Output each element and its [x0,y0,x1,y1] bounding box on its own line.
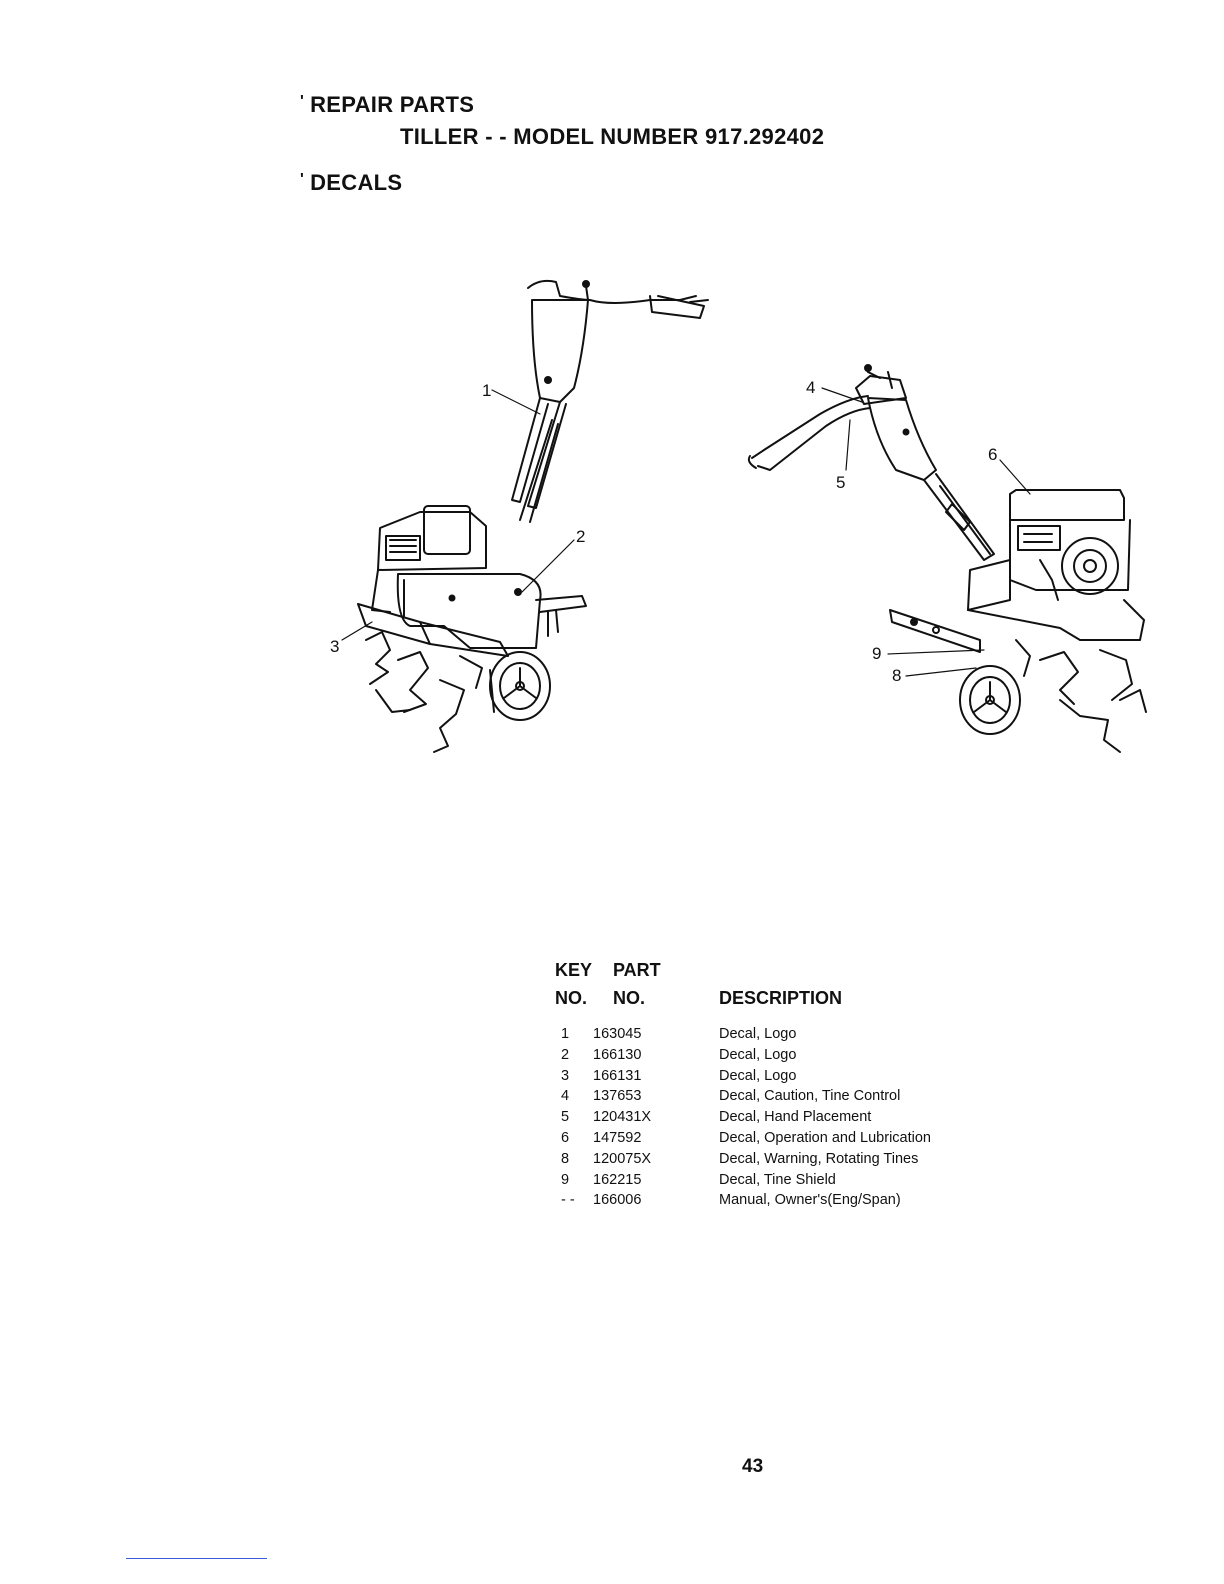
table-row: 4 137653 Decal, Caution, Tine Control [561,1088,901,1105]
footer-rule [126,1558,267,1559]
callout-5: 5 [836,473,846,492]
model-title: TILLER - - MODEL NUMBER 917.292402 [400,124,825,149]
table-row: - - 166006 Manual, Owner's(Eng/Span) [561,1192,901,1209]
col-description: DESCRIPTION [719,988,843,1008]
table-row: 1 163045 Decal, Logo [561,1026,797,1042]
col-key: NO. [555,988,588,1008]
table-row: 9 162215 Decal, Tine Shield [561,1171,836,1188]
page-number: 43 [742,1456,764,1477]
table-row: 2 166130 Decal, Logo [561,1046,797,1063]
col-key-top: KEY [555,960,593,980]
col-part: NO. [613,988,646,1008]
table-row: 5 120431X Decal, Hand Placement [561,1109,872,1126]
table-row: 6 147592 Decal, Operation and Lubrication [561,1129,931,1146]
table-row: 3 166131 Decal, Logo [561,1067,797,1084]
callout-2: 2 [576,527,586,546]
tiller-left-illustration [342,281,708,752]
col-part-top: PART [613,960,661,980]
callout-9: 9 [872,644,882,663]
callout-8: 8 [892,666,902,685]
callout-3: 3 [330,637,340,656]
callout-1: 1 [482,381,492,400]
table-row: 8 120075X Decal, Warning, Rotating Tines [561,1150,919,1167]
tiller-right-illustration [749,365,1146,752]
subsection-title: ' DECALS [300,170,403,195]
callout-4: 4 [806,378,816,397]
section-title: ' REPAIR PARTS [300,92,475,117]
callout-6: 6 [988,445,998,464]
parts-rows [555,1026,1075,1213]
